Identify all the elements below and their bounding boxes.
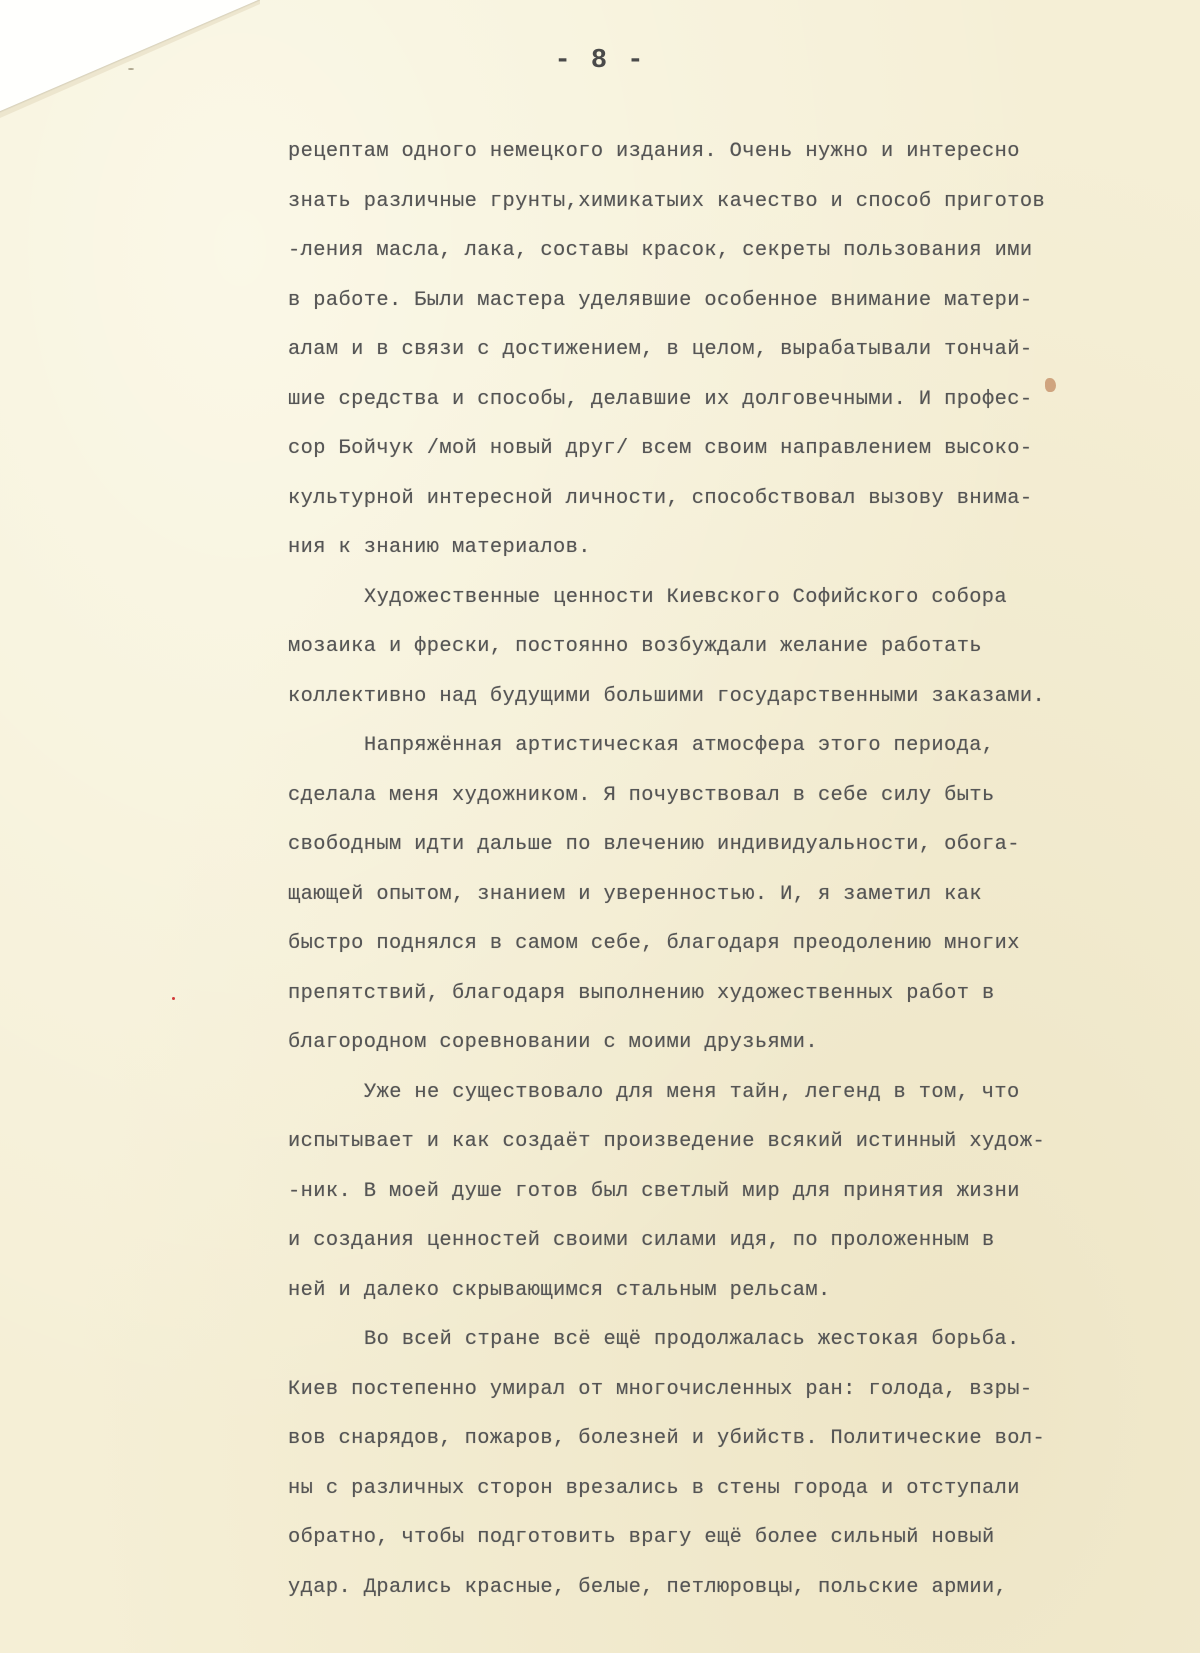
text-line: быстро поднялся в самом себе, благодаря преодолению многих: [288, 932, 1020, 955]
text-line: коллективно над будущими большими государственными заказами.: [288, 684, 1046, 708]
text-line: Во всей стране всё ещё продолжалась жестокая борьба.: [364, 1328, 1020, 1351]
text-line: щающей опытом, знанием и уверенностью. И, я заметил как: [288, 882, 982, 906]
text-line: алам и в связи с достижением, в целом, вырабатывали тончай-: [288, 338, 1033, 361]
text-line: благородном соревновании с моими друзьями.: [288, 1031, 818, 1054]
ink-stain: [1045, 378, 1056, 392]
text-line: -ления масла, лака, составы красок, секреты пользования ими: [288, 239, 1033, 262]
text-line: знать различные грунты,химикатыих качество и способ приготов: [288, 189, 1046, 213]
text-line: свободным идти дальше по влечению индивидуальности, обога-: [288, 833, 1020, 856]
text-line: Уже не существовало для меня тайн, легенд в том, что: [364, 1080, 1020, 1104]
text-line: препятствий, благодаря выполнению художественных работ в: [288, 981, 995, 1005]
text-line: вов снарядов, пожаров, болезней и убийств. Политические вол-: [288, 1427, 1046, 1450]
page-number: - 8 -: [554, 46, 646, 76]
text-line: мозаика и фрески, постоянно возбуждали желание работать: [288, 635, 982, 658]
corner-scratch-mark: [128, 68, 134, 70]
text-line: Напряжённая артистическая атмосфера этого периода,: [364, 734, 995, 757]
text-line: -ник. В моей душе готов был светлый мир для принятия жизни: [288, 1179, 1020, 1203]
text-line: шие средства и способы, делавшие их долговечными. И профес-: [288, 387, 1033, 411]
text-line: испытывает и как создаёт произведение всякий истинный худож-: [288, 1130, 1046, 1153]
red-dot-mark: [172, 997, 175, 1000]
typewritten-text: [288, 127, 1194, 1612]
text-line: в работе. Были мастера уделявшие особенное внимание матери-: [288, 288, 1033, 312]
text-line: удар. Дрались красные, белые, петлюровцы, польские армии,: [288, 1575, 1008, 1599]
text-line: обратно, чтобы подготовить врагу ещё более сильный новый: [288, 1526, 995, 1549]
text-line: Художественные ценности Киевского Софийского собора: [364, 585, 1008, 609]
text-line: ны с различных сторон врезались в стены города и отступали: [288, 1476, 1020, 1500]
text-line: и создания ценностей своими силами идя, по проложенным в: [288, 1229, 995, 1252]
text-line: ней и далеко скрывающимся стальным рельсам.: [288, 1278, 831, 1302]
text-line: культурной интересной личности, способствовал вызову внима-: [288, 486, 1033, 510]
text-line: сор Бойчук /мой новый друг/ всем своим направлением высоко-: [288, 437, 1033, 460]
text-line: Киев постепенно умирал от многочисленных ран: голода, взры-: [288, 1377, 1033, 1401]
text-line: сделала меня художником. Я почувствовал в себе силу быть: [288, 783, 995, 807]
text-line: ния к знанию материалов.: [288, 536, 591, 559]
text-line: рецептам одного немецкого издания. Очень нужно и интересно: [288, 140, 1020, 163]
